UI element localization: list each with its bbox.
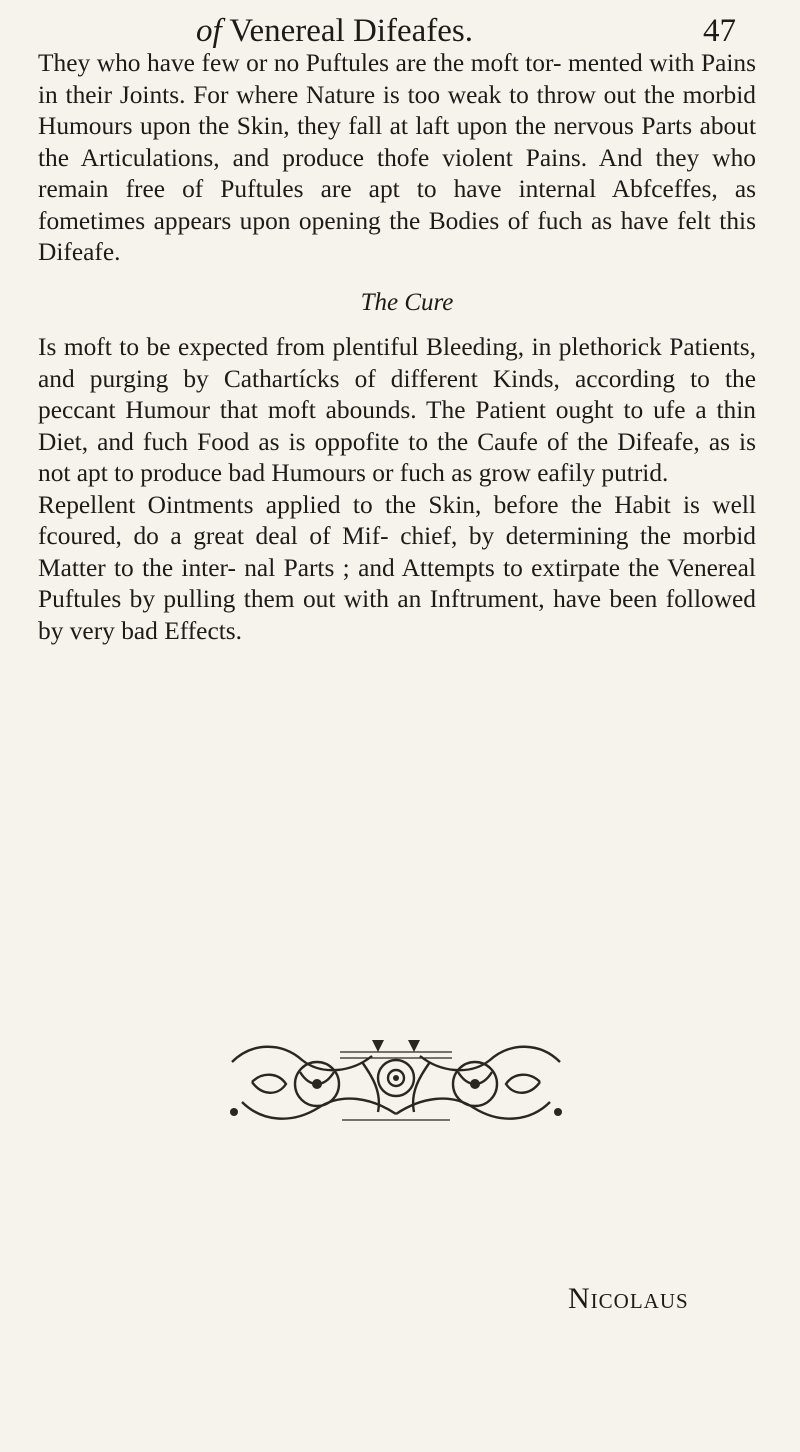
header-of: of (196, 13, 222, 49)
paragraph-3: Repellent Ointments applied to the Skin, before the Habit is well fcoured, do a great deal of Mif- chief, by determining the morbid Matter to the inter- nal Parts ; and Attempts to extirpate the Venereal Puftules by pulling them out with an Inftrument, have been followed by very bad Effects. (38, 490, 756, 645)
body-text (38, 48, 756, 647)
page-number: 47 (703, 13, 736, 49)
floral-tailpiece-ornament-icon (222, 1032, 570, 1132)
paragraph-1: They who have few or no Puftules are the moft tor- mented with Pains in their Joints. For where Nature is too weak to throw out the morbid Humours upon the Skin, they fall at laft upon the nervous Parts about the Articulations, and produce thofe violent Pains. And they who remain free of Puftules are apt to have internal Abfceffes, as fometimes appears upon opening the Bodies of fuch as have felt this Difeafe. (38, 49, 756, 266)
header-title: Venereal Difeafes. (229, 13, 474, 49)
paragraph-2: Is moft to be expected from plentiful Bleeding, in plethorick Patients, and purging by Cathartícks of different Kinds, according to the peccant Humour that moft abounds. The Patient ought to ufe a thin Diet, and fuch Food as is oppofite to the Caufe of the Difeafe, as is not apt to produce bad Humours or fuch as grow eafily putrid. (38, 333, 756, 487)
catchword: Nicolaus (568, 1282, 689, 1315)
section-heading: The Cure (360, 288, 454, 316)
